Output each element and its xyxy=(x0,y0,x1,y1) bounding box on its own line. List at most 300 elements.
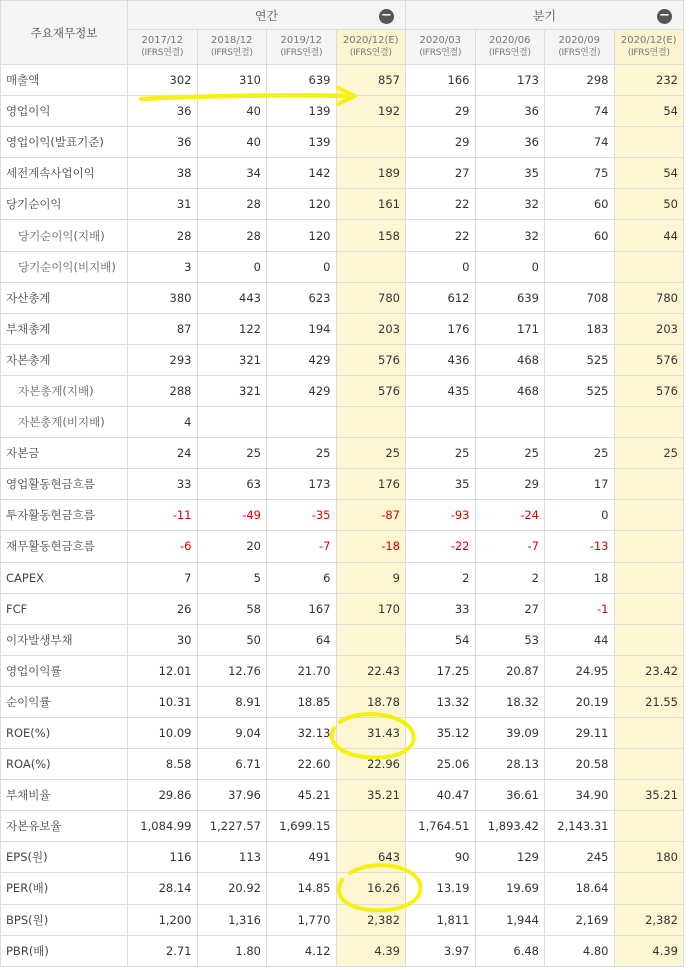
table-cell: 1,770 xyxy=(267,904,337,935)
table-row xyxy=(1,935,684,966)
table-row xyxy=(1,127,684,158)
annual-label: 연간 xyxy=(254,8,279,23)
table-cell: 0 xyxy=(545,500,615,531)
table-cell: 21.55 xyxy=(614,686,684,717)
table-cell: 288 xyxy=(128,375,198,406)
table-cell: 780 xyxy=(336,282,406,313)
row-label[interactable]: ROA(%) xyxy=(1,749,128,780)
table-cell: 22.60 xyxy=(267,749,337,780)
table-row xyxy=(1,375,684,406)
table-cell: -11 xyxy=(128,500,198,531)
table-cell: 14.85 xyxy=(267,873,337,904)
table-cell: 31 xyxy=(128,189,198,220)
row-label[interactable]: 부채비율 xyxy=(1,780,128,811)
table-cell: 1,893.42 xyxy=(475,811,545,842)
row-label[interactable]: 세전계속사업이익 xyxy=(1,158,128,189)
table-cell: 40 xyxy=(197,96,267,127)
period-label: 2020/09 xyxy=(558,35,601,46)
row-label[interactable]: BPS(원) xyxy=(1,904,128,935)
row-label[interactable]: CAPEX xyxy=(1,562,128,593)
table-cell: 6.71 xyxy=(197,749,267,780)
period-label: 2018/12 xyxy=(210,35,253,46)
table-cell: 29 xyxy=(406,127,476,158)
table-cell xyxy=(614,624,684,655)
table-cell: 310 xyxy=(197,65,267,96)
row-label[interactable]: 투자활동현금흐름 xyxy=(1,500,128,531)
table-cell xyxy=(614,500,684,531)
table-cell xyxy=(197,407,267,438)
table-cell: 176 xyxy=(406,313,476,344)
table-cell: 183 xyxy=(545,313,615,344)
table-cell: 780 xyxy=(614,282,684,313)
table-cell: 4.39 xyxy=(614,935,684,966)
table-cell: 3.97 xyxy=(406,935,476,966)
table-cell: 2,143.31 xyxy=(545,811,615,842)
table-cell: 21.70 xyxy=(267,655,337,686)
table-cell: 576 xyxy=(336,375,406,406)
table-cell: 20.92 xyxy=(197,873,267,904)
table-cell: 3 xyxy=(128,251,198,282)
table-cell: 468 xyxy=(475,344,545,375)
table-cell: 50 xyxy=(614,189,684,220)
row-label[interactable]: 영업이익률 xyxy=(1,655,128,686)
table-row xyxy=(1,65,684,96)
annual-group-header xyxy=(128,1,406,30)
table-cell xyxy=(336,811,406,842)
table-cell: 13.32 xyxy=(406,686,476,717)
table-cell: 576 xyxy=(614,344,684,375)
table-cell: 139 xyxy=(267,96,337,127)
row-label[interactable]: 당기순이익(지배) xyxy=(1,220,128,251)
row-label[interactable]: PER(배) xyxy=(1,873,128,904)
table-row xyxy=(1,717,684,748)
accounting-basis-label: (IFRS연결) xyxy=(419,48,462,58)
table-cell: 28 xyxy=(128,220,198,251)
table-cell: 6 xyxy=(267,562,337,593)
table-cell: 2 xyxy=(475,562,545,593)
table-cell: 87 xyxy=(128,313,198,344)
table-row xyxy=(1,158,684,189)
table-row xyxy=(1,500,684,531)
table-cell: 623 xyxy=(267,282,337,313)
table-cell xyxy=(267,407,337,438)
table-cell: 18.85 xyxy=(267,686,337,717)
table-cell: 17.25 xyxy=(406,655,476,686)
table-row xyxy=(1,282,684,313)
table-row xyxy=(1,220,684,251)
table-cell xyxy=(614,407,684,438)
table-cell: 34 xyxy=(197,158,267,189)
row-label[interactable]: PBR(배) xyxy=(1,935,128,966)
table-cell: 20.58 xyxy=(545,749,615,780)
table-cell: 32 xyxy=(475,189,545,220)
table-cell xyxy=(614,811,684,842)
table-cell: 142 xyxy=(267,158,337,189)
table-cell: 12.01 xyxy=(128,655,198,686)
table-cell: 2,169 xyxy=(545,904,615,935)
table-cell: 30 xyxy=(128,624,198,655)
table-cell: 302 xyxy=(128,65,198,96)
table-cell: -6 xyxy=(128,531,198,562)
table-cell: 2,382 xyxy=(336,904,406,935)
table-cell: 44 xyxy=(545,624,615,655)
table-cell: 28.14 xyxy=(128,873,198,904)
table-cell: 1,811 xyxy=(406,904,476,935)
table-cell: 170 xyxy=(336,593,406,624)
table-cell: 54 xyxy=(614,96,684,127)
table-cell: 576 xyxy=(614,375,684,406)
table-cell: 29 xyxy=(406,96,476,127)
quarterly-group-header xyxy=(406,1,684,30)
table-cell: 639 xyxy=(267,65,337,96)
table-cell: 50 xyxy=(197,624,267,655)
table-cell: 22.96 xyxy=(336,749,406,780)
row-label[interactable]: 영업활동현금흐름 xyxy=(1,469,128,500)
table-cell: 90 xyxy=(406,842,476,873)
table-cell xyxy=(336,251,406,282)
table-cell: 122 xyxy=(197,313,267,344)
table-row xyxy=(1,780,684,811)
period-header-3 xyxy=(267,30,337,65)
table-cell: 25 xyxy=(336,438,406,469)
table-cell: 20.87 xyxy=(475,655,545,686)
table-cell: 4.39 xyxy=(336,935,406,966)
row-label[interactable]: 재무활동현금흐름 xyxy=(1,531,128,562)
table-cell xyxy=(614,469,684,500)
table-cell: 17 xyxy=(545,469,615,500)
row-label[interactable]: 영업이익 xyxy=(1,96,128,127)
table-cell: 176 xyxy=(336,469,406,500)
table-cell: 28 xyxy=(197,220,267,251)
table-cell: -35 xyxy=(267,500,337,531)
table-cell: 22.43 xyxy=(336,655,406,686)
table-cell xyxy=(614,593,684,624)
period-label: 2019/12 xyxy=(280,35,323,46)
table-cell: 12.76 xyxy=(197,655,267,686)
table-cell: 25 xyxy=(267,438,337,469)
table-cell: 245 xyxy=(545,842,615,873)
table-cell: 180 xyxy=(614,842,684,873)
table-cell: 525 xyxy=(545,375,615,406)
table-cell: 0 xyxy=(475,251,545,282)
table-cell: 192 xyxy=(336,96,406,127)
table-row xyxy=(1,531,684,562)
table-cell: 18.78 xyxy=(336,686,406,717)
table-row xyxy=(1,438,684,469)
table-cell: 0 xyxy=(267,251,337,282)
table-cell: 25.06 xyxy=(406,749,476,780)
table-cell: 27 xyxy=(406,158,476,189)
table-cell: 26 xyxy=(128,593,198,624)
table-cell: -22 xyxy=(406,531,476,562)
table-cell: 643 xyxy=(336,842,406,873)
table-cell xyxy=(406,407,476,438)
table-row xyxy=(1,251,684,282)
table-cell: 35 xyxy=(406,469,476,500)
table-cell xyxy=(545,251,615,282)
table-cell: 22 xyxy=(406,220,476,251)
table-cell: 166 xyxy=(406,65,476,96)
table-cell: 1,084.99 xyxy=(128,811,198,842)
period-header-5 xyxy=(406,30,476,65)
table-cell: 33 xyxy=(406,593,476,624)
table-cell: 60 xyxy=(545,189,615,220)
table-row xyxy=(1,593,684,624)
table-row xyxy=(1,469,684,500)
table-cell: 8.58 xyxy=(128,749,198,780)
period-header-8 xyxy=(614,30,684,65)
table-cell: 491 xyxy=(267,842,337,873)
accounting-basis-label: (IFRS연결) xyxy=(488,48,531,58)
table-cell: 429 xyxy=(267,375,337,406)
table-cell: 40.47 xyxy=(406,780,476,811)
table-cell: 38 xyxy=(128,158,198,189)
table-cell: 54 xyxy=(614,158,684,189)
table-cell: 1,227.57 xyxy=(197,811,267,842)
table-cell: 22 xyxy=(406,189,476,220)
table-cell: 23.42 xyxy=(614,655,684,686)
table-cell: 1,699.15 xyxy=(267,811,337,842)
table-cell: 32 xyxy=(475,220,545,251)
table-cell: 189 xyxy=(336,158,406,189)
table-cell: 10.09 xyxy=(128,717,198,748)
table-row xyxy=(1,842,684,873)
table-cell: 36 xyxy=(475,127,545,158)
period-header-1 xyxy=(128,30,198,65)
table-row xyxy=(1,313,684,344)
period-header-7 xyxy=(545,30,615,65)
collapse-annual-icon[interactable]: − xyxy=(379,9,394,24)
table-row xyxy=(1,749,684,780)
table-cell: -24 xyxy=(475,500,545,531)
table-cell: 167 xyxy=(267,593,337,624)
table-cell: 5 xyxy=(197,562,267,593)
row-label[interactable]: 자본총계 xyxy=(1,344,128,375)
table-cell: 232 xyxy=(614,65,684,96)
table-cell: 36 xyxy=(128,96,198,127)
accounting-basis-label: (IFRS연결) xyxy=(280,48,323,58)
table-cell xyxy=(614,873,684,904)
row-label[interactable]: FCF xyxy=(1,593,128,624)
table-cell: 7 xyxy=(128,562,198,593)
table-cell: 10.31 xyxy=(128,686,198,717)
table-cell: 0 xyxy=(197,251,267,282)
table-cell xyxy=(614,531,684,562)
table-row xyxy=(1,811,684,842)
period-label: 2020/03 xyxy=(419,35,462,46)
period-header-6 xyxy=(475,30,545,65)
table-cell: 29.86 xyxy=(128,780,198,811)
table-cell: 120 xyxy=(267,189,337,220)
table-cell: -1 xyxy=(545,593,615,624)
table-cell: 74 xyxy=(545,96,615,127)
table-cell: 39.09 xyxy=(475,717,545,748)
table-cell: 36 xyxy=(128,127,198,158)
table-cell: -7 xyxy=(475,531,545,562)
quarterly-label: 분기 xyxy=(532,8,557,23)
table-row xyxy=(1,904,684,935)
table-cell: 60 xyxy=(545,220,615,251)
table-cell: 27 xyxy=(475,593,545,624)
table-cell: 525 xyxy=(545,344,615,375)
table-cell: 13.19 xyxy=(406,873,476,904)
table-row xyxy=(1,655,684,686)
table-cell: 45.21 xyxy=(267,780,337,811)
table-cell: 2,382 xyxy=(614,904,684,935)
table-cell: 139 xyxy=(267,127,337,158)
table-cell: 321 xyxy=(197,375,267,406)
table-cell: 64 xyxy=(267,624,337,655)
table-cell: 19.69 xyxy=(475,873,545,904)
table-cell: 161 xyxy=(336,189,406,220)
table-cell: 1,764.51 xyxy=(406,811,476,842)
table-cell: 36 xyxy=(475,96,545,127)
table-corner-label: 주요재무정보 xyxy=(1,1,128,65)
table-cell: 639 xyxy=(475,282,545,313)
table-cell: 25 xyxy=(614,438,684,469)
period-label: 2020/12(E) xyxy=(620,35,677,46)
table-cell: 708 xyxy=(545,282,615,313)
table-cell: 116 xyxy=(128,842,198,873)
table-cell: 429 xyxy=(267,344,337,375)
table-cell: 18.32 xyxy=(475,686,545,717)
table-cell: 34.90 xyxy=(545,780,615,811)
table-cell: 53 xyxy=(475,624,545,655)
table-cell: 2.71 xyxy=(128,935,198,966)
table-cell: 1,316 xyxy=(197,904,267,935)
table-cell: 25 xyxy=(475,438,545,469)
table-row xyxy=(1,686,684,717)
table-cell: 4.80 xyxy=(545,935,615,966)
accounting-basis-label: (IFRS연결) xyxy=(210,48,253,58)
table-cell: 28.13 xyxy=(475,749,545,780)
row-label[interactable]: 이자발생부채 xyxy=(1,624,128,655)
table-cell: 468 xyxy=(475,375,545,406)
row-label[interactable]: 자산총계 xyxy=(1,282,128,313)
table-cell: 194 xyxy=(267,313,337,344)
table-cell xyxy=(475,407,545,438)
table-cell: 443 xyxy=(197,282,267,313)
table-cell xyxy=(336,127,406,158)
table-cell: 113 xyxy=(197,842,267,873)
table-cell: 203 xyxy=(614,313,684,344)
table-cell: 24 xyxy=(128,438,198,469)
table-cell: 75 xyxy=(545,158,615,189)
table-cell: 29.11 xyxy=(545,717,615,748)
table-cell: 158 xyxy=(336,220,406,251)
table-cell: -7 xyxy=(267,531,337,562)
row-label[interactable]: 부채총계 xyxy=(1,313,128,344)
period-label: 2017/12 xyxy=(141,35,184,46)
table-cell: 1,944 xyxy=(475,904,545,935)
row-label[interactable]: 자본금 xyxy=(1,438,128,469)
table-cell: 28 xyxy=(197,189,267,220)
table-cell: 298 xyxy=(545,65,615,96)
period-label: 2020/06 xyxy=(488,35,531,46)
period-label: 2020/12(E) xyxy=(342,35,399,46)
row-label[interactable]: 자본유보율 xyxy=(1,811,128,842)
table-cell: -13 xyxy=(545,531,615,562)
table-cell xyxy=(545,407,615,438)
row-label[interactable]: 당기순이익(비지배) xyxy=(1,251,128,282)
table-cell: 8.91 xyxy=(197,686,267,717)
table-cell: 4.12 xyxy=(267,935,337,966)
table-cell: 54 xyxy=(406,624,476,655)
table-cell xyxy=(614,749,684,780)
table-cell: 436 xyxy=(406,344,476,375)
row-label[interactable]: EPS(원) xyxy=(1,842,128,873)
table-cell: 0 xyxy=(406,251,476,282)
row-label[interactable]: 영업이익(발표기준) xyxy=(1,127,128,158)
table-cell: 58 xyxy=(197,593,267,624)
accounting-basis-label: (IFRS연결) xyxy=(141,48,184,58)
table-cell xyxy=(614,717,684,748)
table-cell: 1,200 xyxy=(128,904,198,935)
table-cell: 35.21 xyxy=(336,780,406,811)
row-label[interactable]: 매출액 xyxy=(1,65,128,96)
table-cell: 9.04 xyxy=(197,717,267,748)
table-cell: 321 xyxy=(197,344,267,375)
table-cell: 173 xyxy=(267,469,337,500)
row-label[interactable]: 당기순이익 xyxy=(1,189,128,220)
table-cell: 20 xyxy=(197,531,267,562)
table-cell: 35.21 xyxy=(614,780,684,811)
table-cell: 44 xyxy=(614,220,684,251)
table-cell: 31.43 xyxy=(336,717,406,748)
row-label[interactable]: 자본총계(비지배) xyxy=(1,407,128,438)
table-cell: 29 xyxy=(475,469,545,500)
table-cell: 25 xyxy=(545,438,615,469)
table-cell: 33 xyxy=(128,469,198,500)
table-cell xyxy=(614,562,684,593)
row-label[interactable]: 순이익률 xyxy=(1,686,128,717)
table-cell: 36.61 xyxy=(475,780,545,811)
table-cell: 35 xyxy=(475,158,545,189)
table-cell: 35.12 xyxy=(406,717,476,748)
row-label[interactable]: 자본총계(지배) xyxy=(1,375,128,406)
table-cell: 9 xyxy=(336,562,406,593)
accounting-basis-label: (IFRS연결) xyxy=(627,48,670,58)
row-label[interactable]: ROE(%) xyxy=(1,717,128,748)
table-cell xyxy=(614,251,684,282)
accounting-basis-label: (IFRS연결) xyxy=(349,48,392,58)
table-cell: 16.26 xyxy=(336,873,406,904)
collapse-quarterly-icon[interactable]: − xyxy=(657,9,672,24)
table-row xyxy=(1,407,684,438)
table-cell: -18 xyxy=(336,531,406,562)
table-cell: 129 xyxy=(475,842,545,873)
table-cell: 857 xyxy=(336,65,406,96)
table-cell: 2 xyxy=(406,562,476,593)
table-row xyxy=(1,189,684,220)
table-cell: -93 xyxy=(406,500,476,531)
table-row xyxy=(1,96,684,127)
table-cell: -49 xyxy=(197,500,267,531)
table-cell: 6.48 xyxy=(475,935,545,966)
table-cell: 37.96 xyxy=(197,780,267,811)
table-cell: -87 xyxy=(336,500,406,531)
table-row xyxy=(1,562,684,593)
table-cell: 18.64 xyxy=(545,873,615,904)
table-cell: 171 xyxy=(475,313,545,344)
period-header-2 xyxy=(197,30,267,65)
table-cell: 1.80 xyxy=(197,935,267,966)
table-cell: 4 xyxy=(128,407,198,438)
table-cell: 40 xyxy=(197,127,267,158)
table-cell: 435 xyxy=(406,375,476,406)
table-cell xyxy=(614,127,684,158)
table-cell xyxy=(336,624,406,655)
